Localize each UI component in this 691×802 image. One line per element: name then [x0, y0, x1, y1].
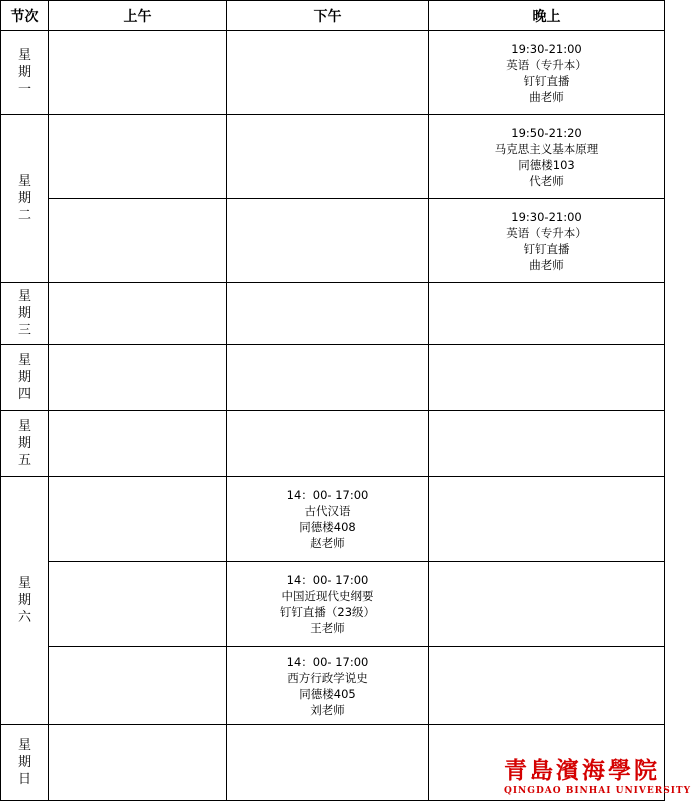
row-monday	[1, 31, 665, 115]
class-teacher: 刘老师	[310, 702, 345, 717]
class-time: 14：00- 17:00	[286, 654, 369, 669]
class-cell-sat-afternoon-2	[227, 562, 429, 647]
cell-empty	[49, 562, 227, 647]
class-place: 同德楼405	[299, 686, 356, 701]
class-time: 19:30-21:00	[511, 209, 582, 224]
cell-empty	[49, 411, 227, 477]
header-row	[1, 1, 665, 31]
day-label-sunday: 星 期 日	[1, 725, 49, 801]
logo-chinese-name: 青島濱海學院	[504, 757, 660, 784]
cell-empty	[429, 477, 665, 562]
logo-english-name: QINGDAO BINHAI UNIVERSITY	[504, 786, 691, 796]
cell-empty	[227, 725, 429, 801]
class-cell-mon-evening	[429, 31, 665, 115]
class-time: 14：00- 17:00	[286, 488, 369, 502]
cell-empty	[227, 31, 429, 115]
cell-empty	[227, 283, 429, 345]
day-label-saturday: 星 期 六	[1, 477, 49, 725]
class-cell-sat-afternoon-1	[227, 477, 429, 562]
class-time: 19:30-21:00	[511, 41, 582, 56]
class-place: 同德楼103	[518, 157, 575, 172]
cell-empty	[49, 199, 227, 283]
header-evening: 晚上	[429, 1, 665, 31]
cell-empty	[49, 31, 227, 115]
day-label-monday: 星 期 一	[1, 31, 49, 115]
class-course: 西方行政学说史	[287, 670, 368, 685]
class-course: 英语（专升本）	[506, 225, 587, 240]
class-place: 钉钉直播（23级）	[279, 605, 376, 619]
cell-empty	[429, 562, 665, 647]
class-teacher: 赵老师	[310, 536, 345, 550]
cell-empty	[49, 477, 227, 562]
university-logo	[504, 757, 691, 797]
class-course: 英语（专升本）	[506, 57, 587, 72]
class-teacher: 王老师	[310, 621, 345, 635]
class-time: 19:50-21:20	[511, 125, 582, 140]
day-label-thursday: 星 期 四	[1, 345, 49, 411]
class-cell-sat-afternoon-3	[227, 647, 429, 725]
header-afternoon: 下午	[227, 1, 429, 31]
class-teacher: 曲老师	[529, 89, 564, 104]
class-place: 钉钉直播	[523, 241, 570, 256]
cell-empty	[227, 199, 429, 283]
row-saturday-2	[1, 562, 665, 647]
cell-empty	[49, 725, 227, 801]
row-saturday-1	[1, 477, 665, 562]
header-section: 节次	[1, 1, 49, 31]
class-course: 古代汉语	[304, 504, 351, 518]
class-cell-tue-evening-2	[429, 199, 665, 283]
header-morning: 上午	[49, 1, 227, 31]
cell-empty	[429, 411, 665, 477]
class-time: 14：00- 17:00	[286, 573, 369, 587]
row-thursday	[1, 345, 665, 411]
class-place: 同德楼408	[299, 520, 356, 534]
row-tuesday-1	[1, 115, 665, 199]
cell-empty	[429, 283, 665, 345]
day-label-wednesday: 星 期 三	[1, 283, 49, 345]
day-label-tuesday: 星 期 二	[1, 115, 49, 283]
cell-empty	[49, 647, 227, 725]
class-place: 钉钉直播	[523, 73, 570, 88]
class-cell-tue-evening-1	[429, 115, 665, 199]
cell-empty	[227, 345, 429, 411]
day-label-friday: 星 期 五	[1, 411, 49, 477]
row-saturday-3	[1, 647, 665, 725]
row-friday	[1, 411, 665, 477]
cell-empty	[227, 411, 429, 477]
cell-empty	[227, 115, 429, 199]
class-course: 中国近现代史纲要	[281, 589, 374, 603]
cell-empty	[429, 345, 665, 411]
class-teacher: 曲老师	[529, 257, 564, 272]
cell-empty	[49, 115, 227, 199]
row-wednesday	[1, 283, 665, 345]
class-teacher: 代老师	[529, 173, 564, 188]
cell-empty	[49, 345, 227, 411]
row-tuesday-2	[1, 199, 665, 283]
cell-empty	[49, 283, 227, 345]
class-course: 马克思主义基本原理	[494, 141, 599, 156]
cell-empty	[429, 647, 665, 725]
